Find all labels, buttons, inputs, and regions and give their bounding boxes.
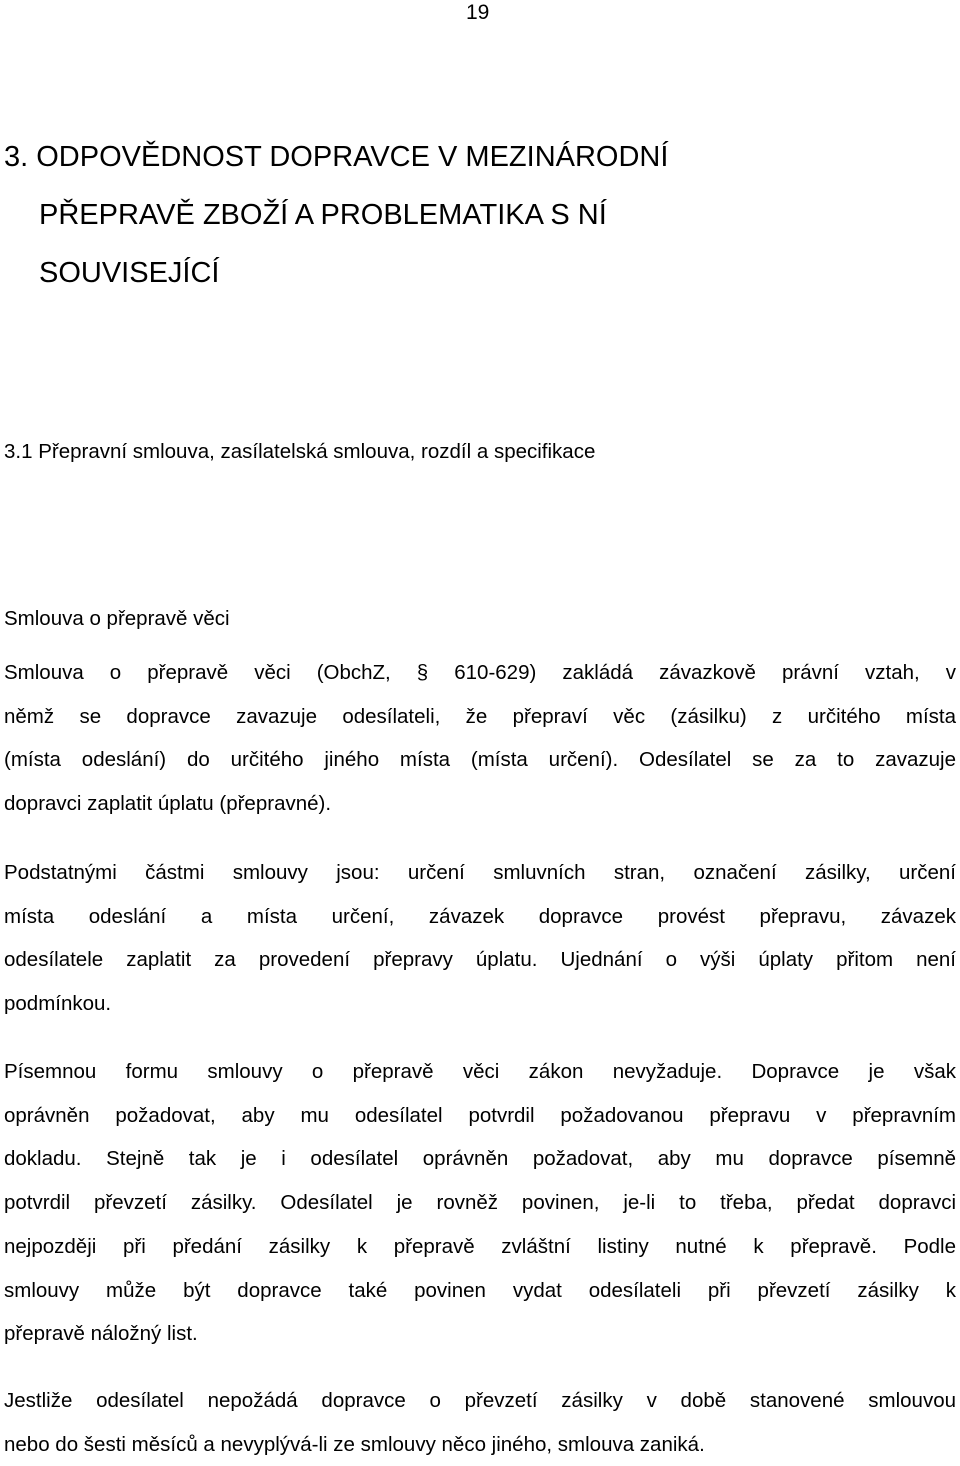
paragraph-line: dopravci zaplatit úplatu (přepravné). [4, 792, 332, 816]
paragraph-2 [4, 851, 956, 1026]
page-number: 19 [466, 1, 490, 24]
chapter-title-line-3: SOUVISEJÍCÍ [39, 257, 220, 289]
paragraph-line: Podstatnými částmi smlouvy jsou: určení smluvních stran, označení zásilky, určení [4, 861, 956, 884]
section-title: 3.1 Přepravní smlouva, zasílatelská smlouva, rozdíl a specifikace [4, 440, 596, 463]
paragraph-line: potvrdil převzetí zásilky. Odesílatel je rovněž povinen, je-li to třeba, předat dopravci [4, 1191, 956, 1215]
paragraph-line: Písemnou formu smlouvy o přepravě věci zákon nevyžaduje. Dopravce je však [4, 1060, 956, 1083]
paragraph-line: odesílatele zaplatit za provedení přepravy úplatu. Ujednání o výši úplaty přitom není [4, 948, 956, 972]
paragraph-4 [4, 1379, 956, 1466]
paragraph-line: přepravě náložný list. [4, 1322, 198, 1346]
paragraph-line: Smlouva o přepravě věci (ObchZ, § 610-629) zakládá závazkově právní vztah, v [4, 661, 956, 684]
paragraph-line: Jestliže odesílatel nepožádá dopravce o převzetí zásilky v době stanovené smlouvou [4, 1389, 956, 1412]
chapter-title-line-2: PŘEPRAVĚ ZBOŽÍ A PROBLEMATIKA S NÍ [39, 199, 607, 231]
paragraph-line: nebo do šesti měsíců a nevyplývá-li ze smlouvy něco jiného, smlouva zaniká. [4, 1432, 705, 1456]
paragraph-line: místa odeslání a místa určení, závazek dopravce provést přepravu, závazek [4, 904, 956, 928]
paragraph-line: němž se dopravce zavazuje odesílateli, že přepraví věc (zásilku) z určitého místa [4, 704, 956, 728]
paragraph-line: smlouvy může být dopravce také povinen vydat odesílateli při převzetí zásilky k [4, 1278, 956, 1302]
paragraph-line: oprávněn požadovat, aby mu odesílatel potvrdil požadovanou přepravu v přepravním [4, 1103, 956, 1127]
paragraph-line: podmínkou. [4, 992, 112, 1016]
subheading: Smlouva o přepravě věci [4, 607, 230, 630]
chapter-title-line-1: 3. ODPOVĚDNOST DOPRAVCE V MEZINÁRODNÍ [4, 141, 669, 173]
paragraph-line: (místa odeslání) do určitého jiného místa (místa určení). Odesílatel se za to zavazuje [4, 748, 956, 772]
paragraph-3 [4, 1050, 956, 1356]
paragraph-1 [4, 651, 956, 826]
chapter-title [4, 128, 864, 302]
paragraph-line: dokladu. Stejně tak je i odesílatel oprávněn požadovat, aby mu dopravce písemně [4, 1147, 956, 1171]
paragraph-line: nejpozději při předání zásilky k přepravě zvláštní listiny nutné k přepravě. Podle [4, 1234, 956, 1258]
